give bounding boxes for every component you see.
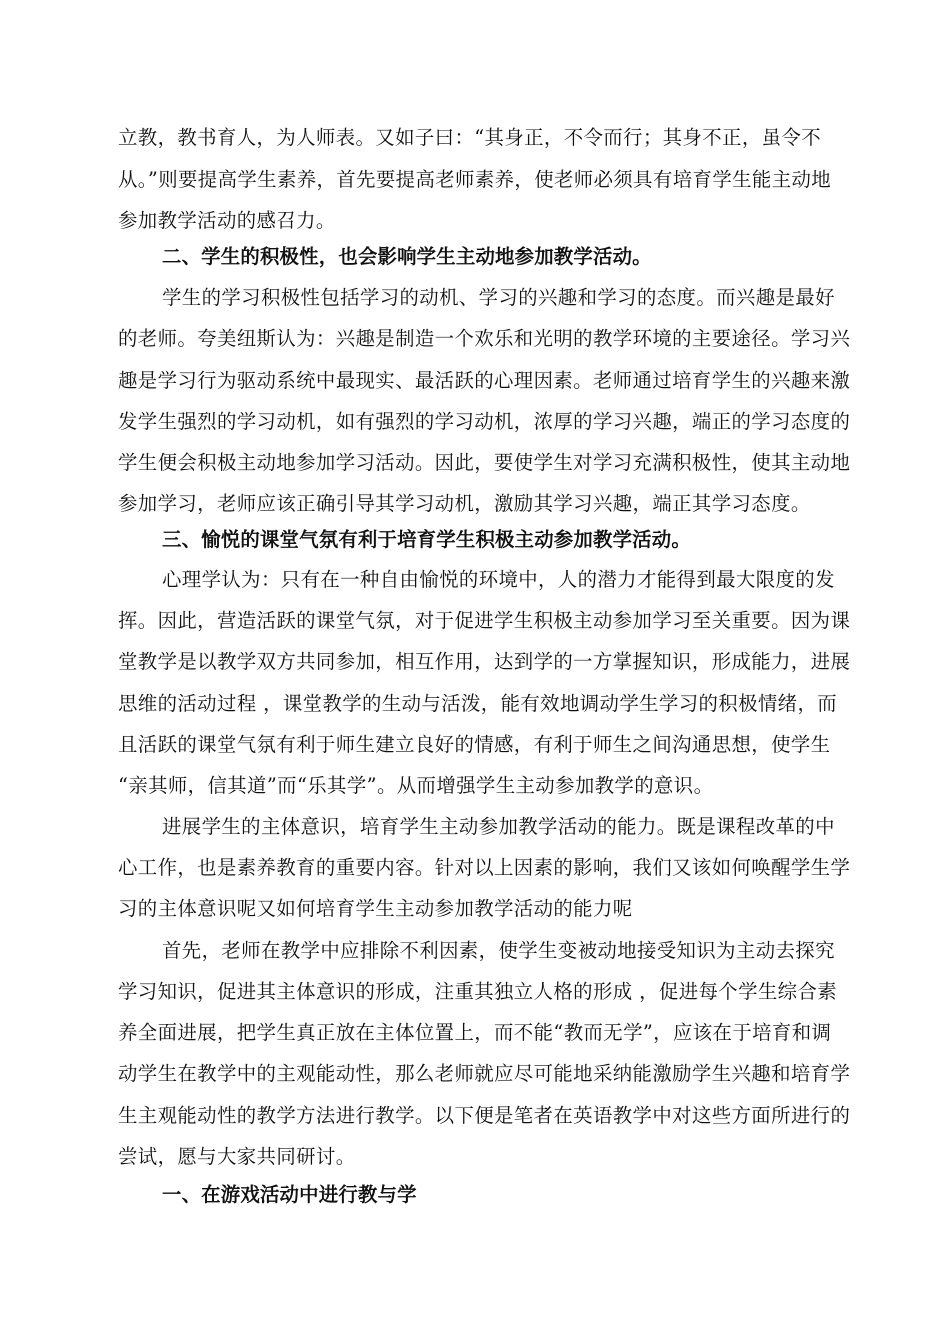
paragraph-line: 学生便会积极主动地参加学习活动。因此，要使学生对学习充满积极性，使其主动地 — [118, 451, 851, 474]
section-heading: 三、愉悦的课堂气氛有利于培育学生积极主动参加教学活动。 — [162, 528, 691, 551]
paragraph-line: 尝试，愿与大家共同研讨。 — [118, 1145, 356, 1168]
paragraph-line: 的老师。夸美纽斯认为：兴趣是制造一个欢乐和光明的教学环境的主要途径。学习兴 — [118, 327, 851, 350]
paragraph-line: 趣是学习行为驱动系统中最现实、最活跃的心理因素。老师通过培育学生的兴趣来激 — [118, 369, 851, 392]
paragraph-line: 从。”则要提高学生素养，首先要提高老师素养，使老师必须具有培育学生能主动地 — [118, 168, 832, 191]
paragraph-line: 习的主体意识呢又如何培育学生主动参加教学活动的能力呢 — [118, 897, 633, 920]
paragraph-line: 参加学习，老师应该正确引导其学习动机，激励其学习兴趣，端正其学习态度。 — [118, 492, 811, 515]
paragraph-line: 思维的活动过程 ，课堂教学的生动与活泼，能有效地调动学生学习的积极情绪，而 — [118, 692, 838, 715]
paragraph-line: 学习知识，促进其主体意识的形成，注重其独立人格的形成 ，促进每个学生综合素 — [118, 980, 838, 1003]
paragraph-line: “亲其师，信其道”而“乐其学”。从而增强学生主动参加教学的意识。 — [118, 774, 714, 797]
paragraph-line: 首先，老师在教学中应排除不利因素，使学生变被动地接受知识为主动去探究 — [162, 939, 835, 962]
paragraph-line: 挥。因此，营造活跃的课堂气氛，对于促进学生积极主动参加学习至关重要。因为课 — [118, 609, 851, 632]
section-heading: 一、在游戏活动中进行教与学 — [162, 1183, 417, 1206]
section-heading: 二、学生的积极性，也会影响学生主动地参加教学活动。 — [162, 245, 652, 268]
paragraph-line: 生主观能动性的教学方法进行教学。以下便是笔者在英语教学中对这些方面所进行的 — [118, 1104, 851, 1127]
paragraph-line: 心理学认为：只有在一种自由愉悦的环境中，人的潜力才能得到最大限度的发 — [162, 568, 835, 591]
paragraph-line: 养全面进展，把学生真正放在主体位置上，而不能“教而无学”，应该在于培育和调 — [118, 1021, 832, 1044]
paragraph-line: 堂教学是以教学双方共同参加，相互作用，达到学的一方掌握知识，形成能力，进展 — [118, 650, 851, 673]
paragraph-line: 心工作，也是素养教育的重要内容。针对以上因素的影响，我们又该如何唤醒学生学 — [118, 856, 851, 879]
paragraph-line: 动学生在教学中的主观能动性，那么老师就应尽可能地采纳能激励学生兴趣和培育学 — [118, 1062, 851, 1085]
paragraph-line: 参加教学活动的感召力。 — [118, 209, 336, 232]
paragraph-line: 进展学生的主体意识，培育学生主动参加教学活动的能力。既是课程改革的中 — [162, 815, 835, 838]
paragraph-line: 发学生强烈的学习动机，如有强烈的学习动机，浓厚的学习兴趣，端正的学习态度的 — [118, 410, 851, 433]
paragraph-line: 且活跃的课堂气氛有利于师生建立良好的情感，有利于师生之间沟通思想，使学生 — [118, 733, 831, 756]
paragraph-line: 立教，教书育人，为人师表。又如子曰：“其身正，不令而行；其身不正，虽令不 — [118, 126, 821, 149]
paragraph-line: 学生的学习积极性包括学习的动机、学习的兴趣和学习的态度。而兴趣是最好 — [162, 286, 835, 309]
